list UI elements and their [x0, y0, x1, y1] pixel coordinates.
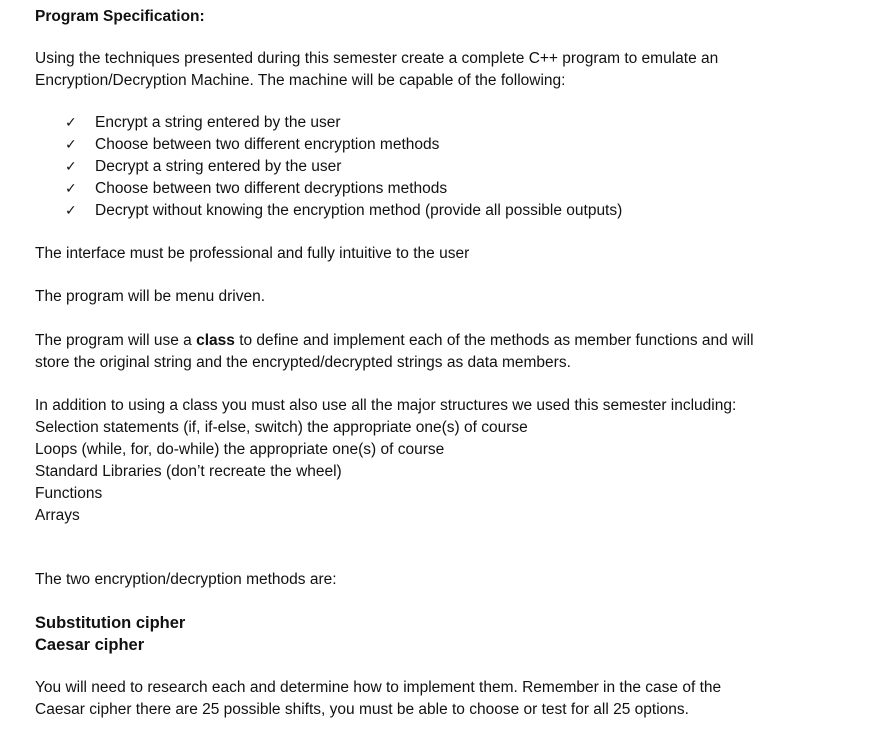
class-requirement	[35, 330, 855, 374]
checklist-item-label: Choose between two different decryptions methods	[95, 180, 448, 197]
structure-item: Standard Libraries (don’t recreate the wheel)	[35, 463, 342, 480]
checklist-item-label: Encrypt a string entered by the user	[95, 114, 341, 131]
structures-list	[35, 395, 855, 527]
checkmark-icon: ✓	[65, 137, 77, 153]
checklist-item-label: Decrypt without knowing the encryption method (provide all possible outputs)	[95, 202, 623, 219]
capabilities-checklist	[35, 112, 855, 222]
checklist-item	[35, 156, 855, 178]
class-requirement-line-1	[35, 330, 855, 352]
class-requirement-line-2: store the original string and the encrypted/decrypted strings as data members.	[35, 354, 571, 371]
checklist-item	[35, 134, 855, 156]
checklist-item	[35, 200, 855, 222]
checklist-item	[35, 178, 855, 200]
checkmark-icon: ✓	[65, 203, 77, 219]
research-line-2: Caesar cipher there are 25 possible shifts, you must be able to choose or test for all 25 options.	[35, 701, 689, 718]
checklist-item-label: Choose between two different encryption methods	[95, 136, 440, 153]
class-keyword: class	[196, 332, 235, 349]
method-caesar-cipher: Caesar cipher	[35, 636, 145, 654]
class-text-after: to define and implement each of the methods as member functions and will	[234, 332, 754, 349]
intro-paragraph	[35, 48, 855, 92]
interface-requirement: The interface must be professional and fully intuitive to the user	[35, 245, 470, 262]
structure-item: Loops (while, for, do-while) the appropriate one(s) of course	[35, 441, 445, 458]
structure-item: Functions	[35, 485, 103, 502]
methods-list	[35, 612, 855, 656]
class-text-before: The program will use a	[35, 332, 197, 349]
structure-item: Selection statements (if, if-else, switch) the appropriate one(s) of course	[35, 419, 528, 436]
research-paragraph	[35, 677, 855, 721]
method-substitution-cipher: Substitution cipher	[35, 614, 186, 632]
checkmark-icon: ✓	[65, 181, 77, 197]
structures-intro: In addition to using a class you must also use all the major structures we used this semester including:	[35, 397, 737, 414]
methods-intro: The two encryption/decryption methods are:	[35, 571, 337, 588]
checklist-item-label: Decrypt a string entered by the user	[95, 158, 342, 175]
intro-line-1: Using the techniques presented during this semester create a complete C++ program to emulate an	[35, 50, 719, 67]
checkmark-icon: ✓	[65, 115, 77, 131]
structure-item: Arrays	[35, 507, 80, 524]
research-line-1: You will need to research each and determine how to implement them. Remember in the case of the	[35, 679, 722, 696]
menu-requirement: The program will be menu driven.	[35, 288, 266, 305]
intro-line-2: Encryption/Decryption Machine. The machine will be capable of the following:	[35, 72, 566, 89]
checklist-item	[35, 112, 855, 134]
document-page	[35, 6, 855, 721]
section-heading: Program Specification:	[35, 8, 205, 25]
checkmark-icon: ✓	[65, 159, 77, 175]
